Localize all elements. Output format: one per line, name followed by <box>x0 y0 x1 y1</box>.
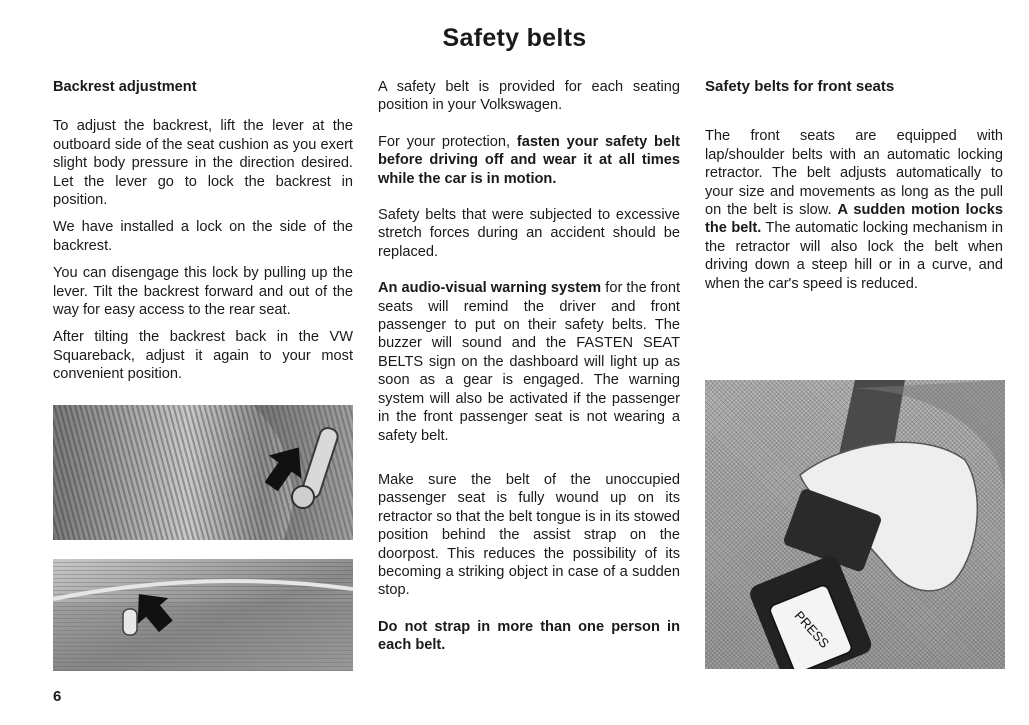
belt-buckle-photo <box>705 380 1005 669</box>
right-column <box>705 78 1003 302</box>
backrest-paragraph-4: After tilting the backrest back in the VW Squareback, adjust it again to your most convenient position. <box>53 329 353 383</box>
sudden-motion-bold: A sudden motion locks the belt. <box>705 202 1003 237</box>
warning-system-text: for the front seats will remind the driver and front passenger to put on their safety belts. The buzzer will sound and the FASTEN SEAT BELTS sign on the dashboard will light up as soon as a gear is engaged. The warning system will also be activated if the passenger in the front passenger seat is not wearing a safety belt. <box>378 280 681 444</box>
front-seats-paragraph <box>705 127 1003 293</box>
protection-paragraph <box>378 133 680 188</box>
backrest-heading: Backrest adjustment <box>53 79 197 95</box>
backrest-paragraph-3: You can disengage this lock by pulling up the lever. Tilt the backrest forward and out of the way for easy access to the rear seat. <box>53 265 353 319</box>
protection-bold-text: fasten your safety belt before driving off and wear it at all times while the car is in motion. <box>378 133 680 187</box>
backrest-paragraph-1: To adjust the backrest, lift the lever at the outboard side of the seat cushion as you exert slight body pressure in the direction desired. Let the lever go to lock the backrest in position. <box>53 118 353 209</box>
side-lock-illustration <box>53 559 353 671</box>
left-column <box>53 78 353 393</box>
replace-belts-paragraph: Safety belts that were subjected to excessive stretch forces during an accident should be replaced. <box>378 207 680 260</box>
warning-system-paragraph <box>378 279 680 445</box>
belt-provided-paragraph: A safety belt is provided for each seating position in your Volkswagen. <box>378 79 680 114</box>
front-seats-text-end: The automatic locking mechanism in the retractor will also lock the belt when driving down a steep hill or in a curve, and when the car's speed is reduced. <box>705 220 1004 292</box>
front-seats-text: The front seats are equipped with lap/shoulder belts with an automatic locking retractor. The belt adjusts automatically to your size and movements as long as the pull on the belt is slow. <box>705 128 1003 219</box>
page-title: Safety belts <box>442 24 587 52</box>
unoccupied-seat-paragraph: Make sure the belt of the unoccupied passenger seat is fully wound up on its retractor so that the belt tongue is in its stowed position behind the assist strap on the doorpost. This reduces the possibility of its becoming a striking object in case of a sudden stop. <box>378 471 680 599</box>
protection-text: For your protection, <box>378 133 517 150</box>
seat-lever-illustration <box>53 405 353 540</box>
seat-lever-photo <box>53 405 353 540</box>
front-seats-heading: Safety belts for front seats <box>705 78 895 95</box>
one-person-warning: Do not strap in more than one person in each belt. <box>378 618 680 654</box>
page-number: 6 <box>53 688 62 705</box>
backrest-paragraph-2: We have installed a lock on the side of the backrest. <box>53 219 353 254</box>
press-button-label: PRESS <box>791 607 833 651</box>
middle-column <box>378 78 680 664</box>
belt-buckle-illustration <box>705 380 1005 669</box>
warning-system-bold: An audio-visual warning system <box>378 280 602 297</box>
side-lock-photo <box>53 559 353 671</box>
